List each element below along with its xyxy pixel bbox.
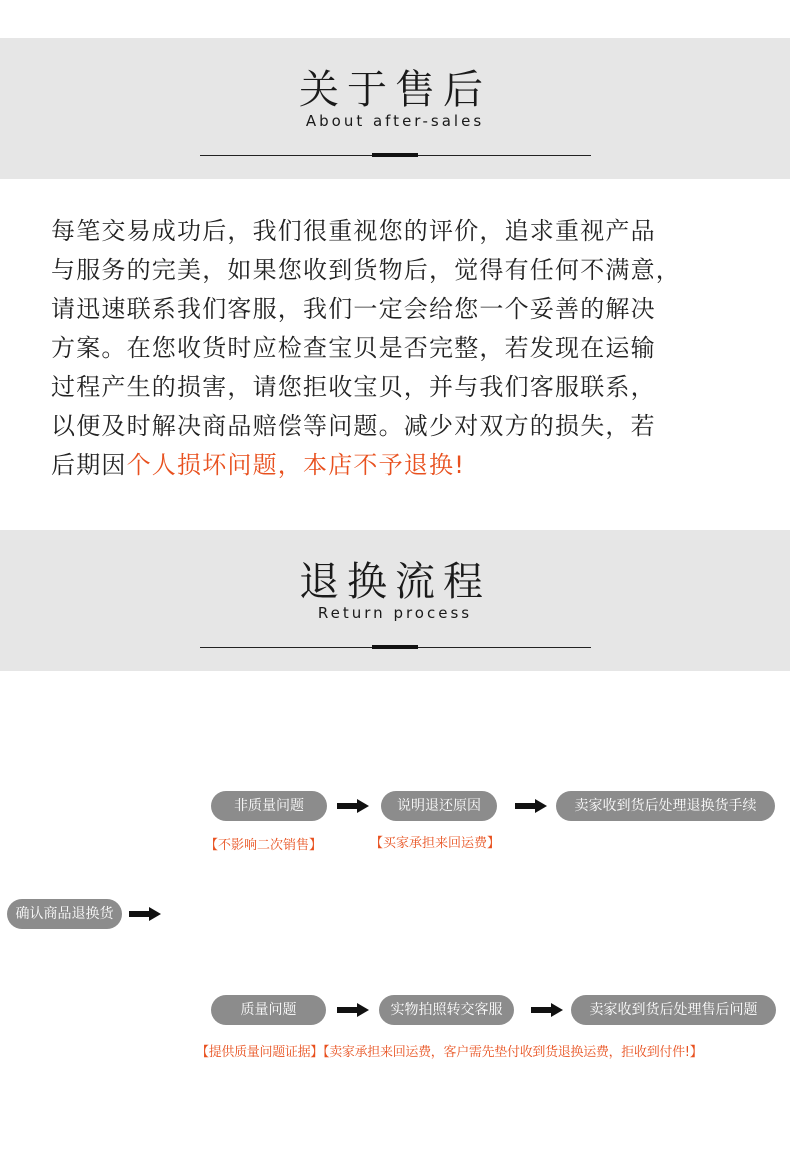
about-divider-mark — [372, 153, 418, 157]
after-sales-paragraph — [51, 212, 761, 485]
process-title: 退换流程 — [299, 559, 491, 605]
about-subtitle: About after-sales — [305, 112, 485, 130]
paragraph-line: 以便及时解决商品赔偿等问题。减少对双方的损失，若 — [51, 412, 656, 440]
paragraph-highlight: 个人损坏问题，本店不予退换! — [126, 451, 466, 479]
paragraph-line: 方案。在您收货时应检查宝贝是否完整，若发现在运输 — [51, 334, 656, 362]
non-quality-step-pill: 非质量问题 — [211, 791, 327, 821]
arrow-right-icon — [531, 1003, 563, 1017]
paragraph-line: 每笔交易成功后，我们很重视您的评价，追求重视产品 — [51, 217, 656, 245]
photo-to-service-step-pill: 实物拍照转交客服 — [379, 995, 514, 1025]
arrow-right-icon — [515, 799, 547, 813]
seller-process-after-sales-step-pill: 卖家收到货后处理售后问题 — [571, 995, 776, 1025]
start-step-pill: 确认商品退换货 — [7, 899, 122, 929]
process-divider-mark — [372, 645, 418, 649]
paragraph-line: 请迅速联系我们客服，我们一定会给您一个妥善的解决 — [51, 295, 656, 323]
non-quality-note-buyer-shipping: 【买家承担来回运费】 — [370, 836, 501, 851]
paragraph-line: 过程产生的损害，请您拒收宝贝，并与我们客服联系， — [51, 373, 656, 401]
about-title: 关于售后 — [299, 67, 491, 113]
explain-reason-step-pill: 说明退还原因 — [381, 791, 497, 821]
non-quality-note-resale: 【不影响二次销售】 — [205, 838, 323, 853]
paragraph-last-prefix: 后期因 — [51, 451, 127, 479]
arrow-right-icon — [129, 907, 161, 921]
arrow-right-icon — [337, 799, 369, 813]
process-subtitle: Return process — [317, 604, 473, 622]
arrow-right-icon — [337, 1003, 369, 1017]
quality-step-pill: 质量问题 — [211, 995, 326, 1025]
seller-process-exchange-step-pill: 卖家收到货后处理退换货手续 — [556, 791, 775, 821]
paragraph-line: 与服务的完美，如果您收到货物后，觉得有任何不满意， — [51, 256, 681, 284]
quality-note: 【提供质量问题证据】【卖家承担来回运费，客户需先垫付收到货退换运费，拒收到付件!】 — [196, 1045, 703, 1060]
